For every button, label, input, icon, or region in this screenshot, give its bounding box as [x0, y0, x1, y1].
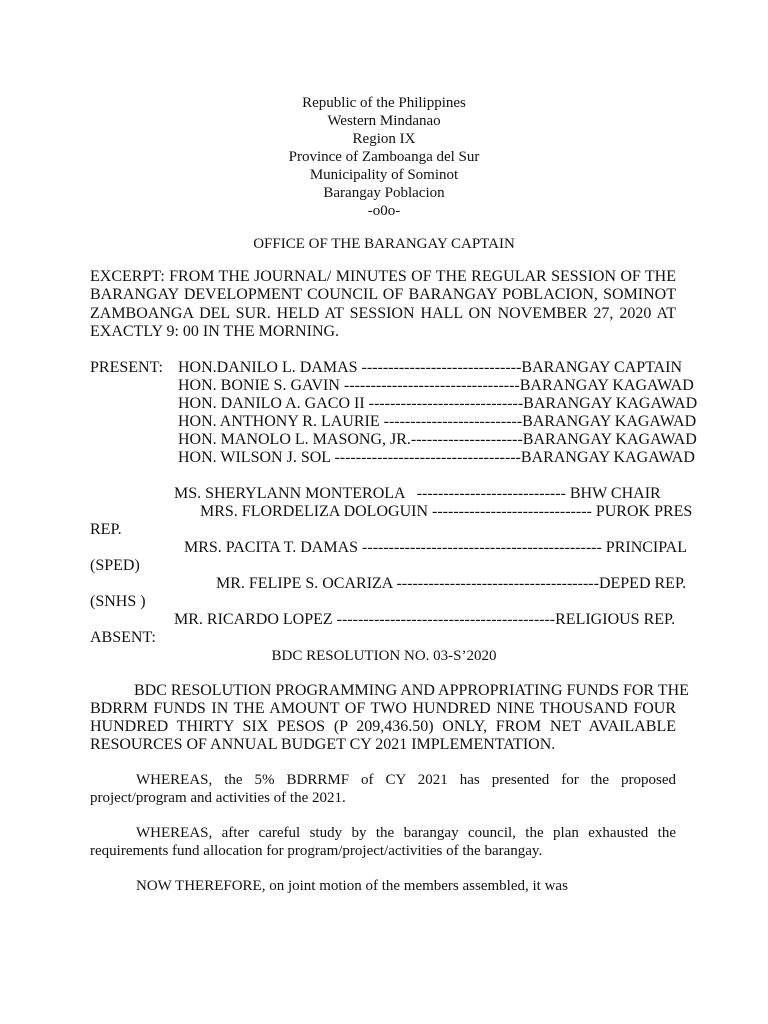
whereas-clause-line: project/program and activities of the 2021. [90, 790, 346, 806]
whereas-clause-line: WHEREAS, after careful study by the barangay council, the plan exhausted the [136, 825, 676, 841]
whereas-clause-line: WHEREAS, the 5% BDRRMF of CY 2021 has presented for the proposed [136, 772, 676, 788]
excerpt-line: EXCERPT: FROM THE JOURNAL/ MINUTES OF THE REGULAR SESSION OF THE [90, 268, 676, 285]
attendee-row: HON. ANTHONY R. LAURIE --------------------------BARANGAY KAGAWAD [178, 413, 697, 430]
attendee-row: MRS. FLORDELIZA DOLOGUIN ------------------------------ PUROK PRES [200, 503, 693, 520]
resolution-title-line: BDC RESOLUTION PROGRAMMING AND APPROPRIATING FUNDS FOR THE [134, 682, 689, 699]
resolution-title-line: HUNDRED THIRTY SIX PESOS (P 209,436.50) ONLY, FROM NET AVAILABLE [90, 718, 676, 735]
excerpt-line: BARANGAY DEVELOPMENT COUNCIL OF BARANGAY POBLACION, SOMINOT [90, 286, 676, 303]
present-label: PRESENT: [90, 359, 163, 376]
header-region: Region IX [352, 131, 416, 147]
attendee-row: HON. MANOLO L. MASONG, JR.---------------------BARANGAY KAGAWAD [178, 431, 697, 448]
excerpt-line: EXACTLY 9: 00 IN THE MORNING. [90, 323, 340, 340]
attendee-row: HON.DANILO L. DAMAS ------------------------------BARANGAY CAPTAIN [178, 359, 683, 376]
resolution-title-line: BDRRM FUNDS IN THE AMOUNT OF TWO HUNDRED NINE THOUSAND FOUR [90, 700, 676, 717]
header-separator: -o0o- [367, 203, 401, 219]
header-region-name: Western Mindanao [327, 113, 441, 129]
attendee-row: MRS. PACITA T. DAMAS --------------------------------------------- PRINCIPAL [184, 539, 688, 556]
attendee-row-continuation: (SPED) [90, 557, 140, 574]
attendee-row-continuation: REP. [90, 521, 122, 538]
now-therefore-clause: NOW THEREFORE, on joint motion of the members assembled, it was [136, 878, 568, 894]
office-title: OFFICE OF THE BARANGAY CAPTAIN [253, 236, 515, 252]
resolution-number: BDC RESOLUTION NO. 03-S’2020 [271, 648, 497, 664]
absent-label: ABSENT: [90, 629, 156, 646]
attendee-row: MS. SHERYLANN MONTEROLA ---------------------------- BHW CHAIR [174, 485, 661, 502]
attendee-row-continuation: (SNHS ) [90, 593, 146, 610]
attendee-row: HON. DANILO A. GACO II -----------------------------BARANGAY KAGAWAD [178, 395, 698, 412]
header-province: Province of Zamboanga del Sur [288, 149, 480, 165]
attendee-row: MR. FELIPE S. OCARIZA --------------------------------------DEPED REP. [216, 575, 687, 592]
excerpt-line: ZAMBOANGA DEL SUR. HELD AT SESSION HALL ON NOVEMBER 27, 2020 AT [90, 305, 676, 322]
attendee-row: HON. WILSON J. SOL -----------------------------------BARANGAY KAGAWAD [178, 449, 695, 466]
header-municipality: Municipality of Sominot [309, 167, 459, 183]
header-barangay: Barangay Poblacion [323, 185, 445, 201]
attendee-row: HON. BONIE S. GAVIN ---------------------------------BARANGAY KAGAWAD [178, 377, 694, 394]
whereas-clause-line: requirements fund allocation for program/project/activities of the barangay. [90, 843, 543, 859]
attendee-row: MR. RICARDO LOPEZ -----------------------------------------RELIGIOUS REP. [174, 611, 676, 628]
header-republic: Republic of the Philippines [302, 95, 466, 111]
resolution-title-line: RESOURCES OF ANNUAL BUDGET CY 2021 IMPLEMENTATION. [90, 736, 556, 753]
